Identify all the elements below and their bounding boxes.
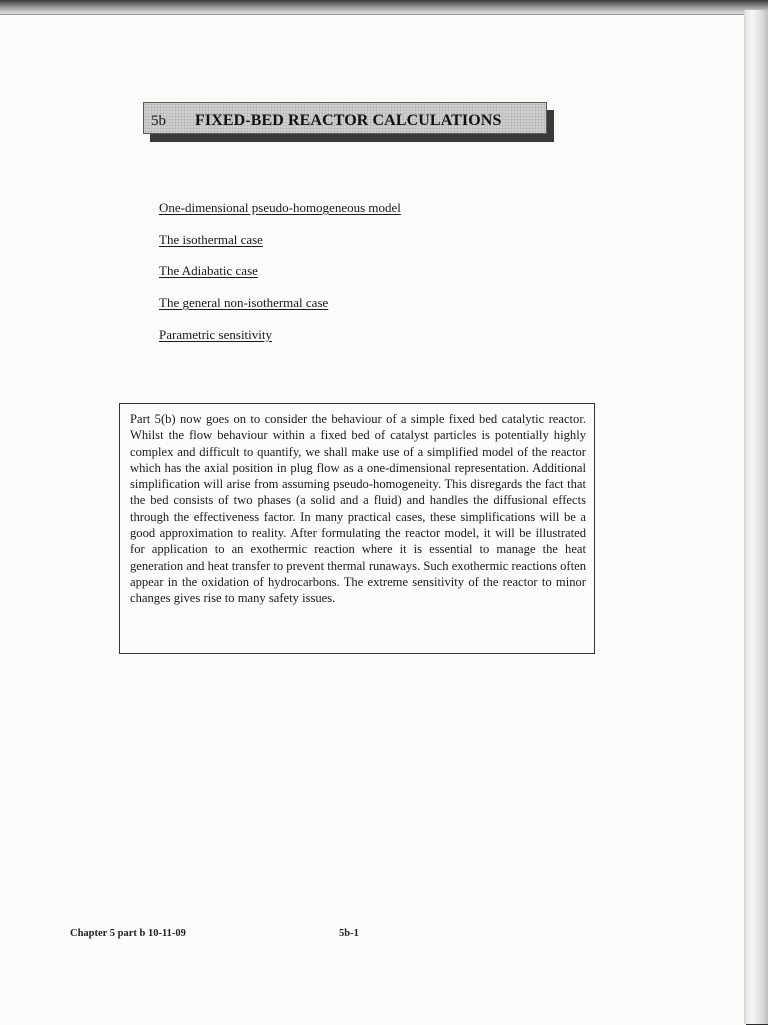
topic-item: The general non-isothermal case (159, 295, 329, 310)
page-edge-shadow (744, 10, 768, 1024)
section-code: 5b (151, 113, 166, 129)
page-title: FIXED-BED REACTOR CALCULATIONS (195, 112, 502, 129)
topic-item: The isothermal case (159, 232, 263, 247)
footer-page-number: 5b-1 (339, 928, 359, 939)
topic-item: One-dimensional pseudo-homogeneous model (159, 200, 401, 215)
topic-item: Parametric sensitivity (159, 327, 273, 342)
footer-chapter: Chapter 5 part b 10-11-09 (70, 928, 186, 939)
summary-paragraph: Part 5(b) now goes on to consider the behaviour of a simple fixed bed catalytic reactor. Whilst the flow behaviour within a fixed bed of catalyst particles is potentially highly complex and difficult to quantify, we shall make use of a simplified model of the reactor which has the axial position in plug flow as a one-dimensional representation. Additional simplification will arise from assuming pseudo-homogeneity. This disregards the fact that the bed consists of two phases (a solid and a fluid) and handles the diffusional effects through the effectiveness factor. In many practical cases, these simplifications will be a good approximation to reality. After formulating the reactor model, it will be illustrated for application to an exothermic reaction where it is essential to manage the heat generation and heat transfer to prevent thermal runaways. Such exothermic reactions often appear in the oxidation of hydrocarbons. The extreme sensitivity of the reactor to minor changes gives rise to many safety issues. (130, 412, 586, 606)
topic-item: The Adiabatic case (159, 263, 258, 278)
